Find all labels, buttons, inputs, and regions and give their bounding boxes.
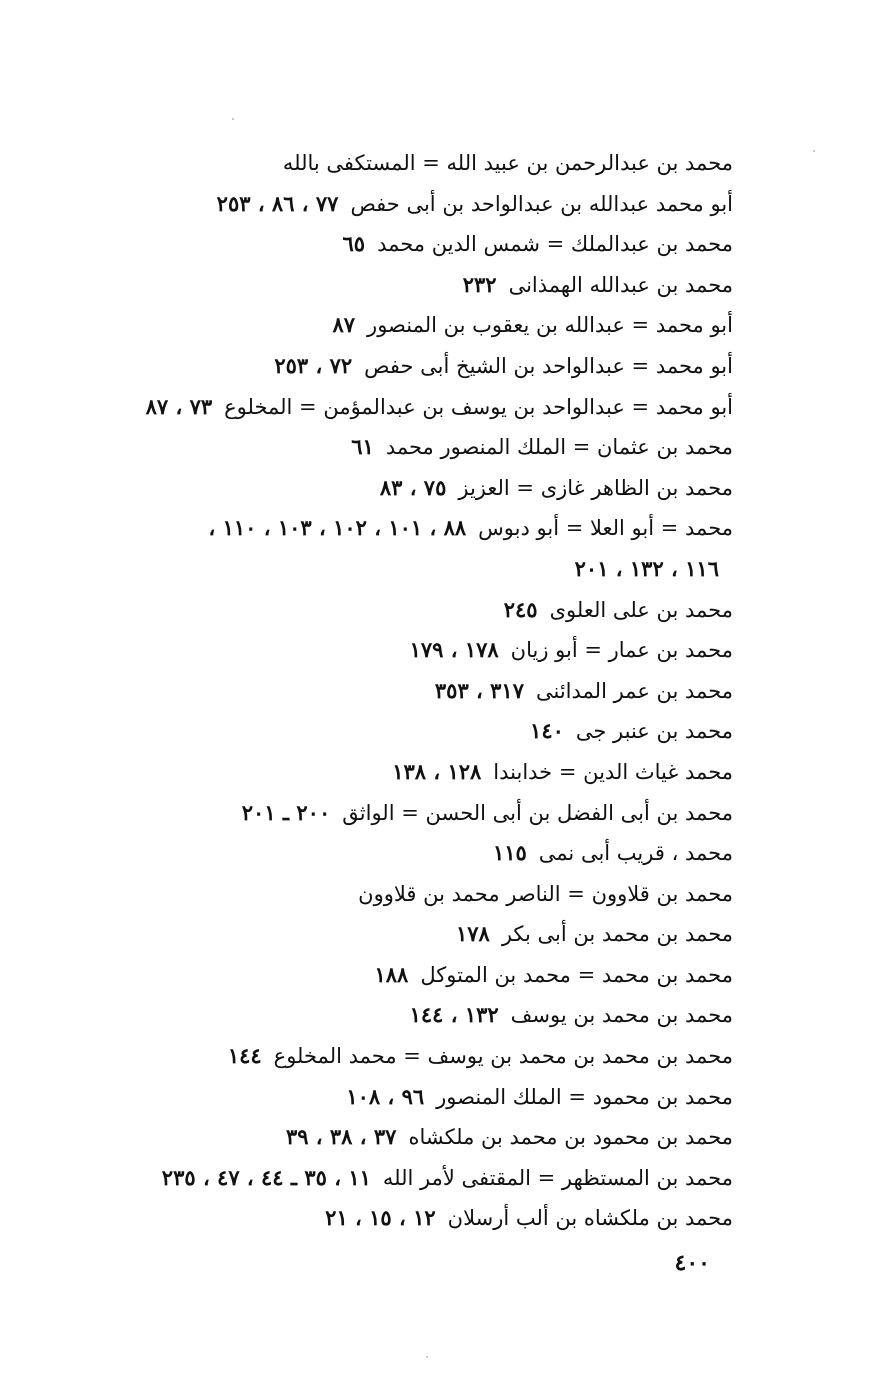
entry-pages: ١٢٨ ، ١٣٨ [392,758,482,784]
index-entry [83,305,733,346]
index-entry [83,549,733,590]
entry-name: محمد غياث الدين = خدابندا [493,759,733,784]
entry-pages: ٧٧ ، ٨٦ ، ٢٥٣ [216,190,339,216]
entry-pages: ٧٥ ، ٨٣ [379,474,447,500]
index-entry [83,833,733,874]
entry-name: محمد بن ملكشاه بن ألب أرسلان [447,1206,733,1231]
index-entry [83,1077,733,1118]
entry-name: محمد = أبو العلا = أبو دبوس [478,516,733,541]
paper-speck [426,1356,428,1358]
entry-name: أبو محمد عبدالله بن عبدالواحد بن أبى حفص [350,191,733,216]
entry-pages: ٨٨ ، ١٠١ ، ١٠٢ ، ١٠٣ ، ١١٠ ، [208,515,467,541]
index-entry [83,630,733,671]
index-entry [83,468,733,509]
index-entry [83,427,733,468]
index-entry [83,914,733,955]
entry-name: محمد بن عبدالله الهمذانى [508,272,733,297]
entry-pages: ٦٥ [342,231,366,257]
entry-name: محمد بن محمد = محمد بن المتوكل [420,962,733,987]
entry-name: محمد بن محمود = الملك المنصور [436,1084,733,1109]
index-entry [83,508,733,549]
index-entry [83,995,733,1036]
entry-pages: ٩٦ ، ١٠٨ [346,1083,425,1109]
entry-name: محمد بن عثمان = الملك المنصور محمد [385,435,733,460]
entry-pages: ٢٠٠ ـ ٢٠١ [241,799,331,825]
entry-pages: ٨٧ [332,312,356,338]
index-entry [83,184,733,225]
index-entry [83,1198,733,1239]
index-entry [83,711,733,752]
index-entry [83,955,733,996]
entry-pages: ٢٤٥ [503,596,538,622]
entry-name: محمد بن عبدالرحمن بن عبيد الله = المستكفى بالله [282,151,733,175]
entry-name: محمد بن عمر المدائنى [536,678,733,703]
entry-name: محمد بن محمود بن محمد بن ملكشاه [408,1125,733,1150]
entry-pages: ٧٣ ، ٨٧ [145,393,213,419]
entry-name: محمد بن محمد بن أبى بكر [501,922,733,947]
index-entry [83,752,733,793]
entry-pages: ٢٣٢ [462,271,497,297]
entry-pages: ١١٦ ، ١٣٢ ، ٢٠١ [574,555,719,581]
index-entry [83,874,733,915]
index-entry [83,1158,733,1199]
entry-pages: ١٧٨ ، ١٧٩ [409,637,499,663]
entry-name: محمد بن عنبر جى [575,719,733,744]
entry-name: محمد ، قريب أبى نمى [538,841,733,866]
index-entry [83,1117,733,1158]
index-entry [83,590,733,631]
entry-name: محمد بن محمد بن محمد بن يوسف = محمد المخلوع [273,1044,733,1069]
paper-speck [232,118,234,120]
index-entry [83,1036,733,1077]
index-entry [83,387,733,428]
entry-pages: ١٣٢ ، ١٤٤ [409,1002,499,1028]
entry-pages: ١٤٠ [530,718,564,744]
page-number: ٤٠٠ [674,1250,710,1276]
entry-pages: ١١٥ [492,840,527,866]
index-entry [83,224,733,265]
entry-name: محمد بن على العلوى [549,597,733,622]
entry-pages: ١٢ ، ١٥ ، ٢١ [325,1205,436,1231]
entry-pages: ٣١٧ ، ٣٥٣ [434,677,524,703]
entry-name: محمد بن أبى الفضل بن أبى الحسن = الواثق [342,800,733,825]
index-entry [83,793,733,834]
index-entry [83,265,733,306]
paper-speck [813,150,815,152]
entry-pages: ١١ ، ٣٥ ـ ٤٤ ، ٤٧ ، ٢٣٥ [161,1164,371,1190]
index-entries [83,143,733,1239]
entry-pages: ٣٧ ، ٣٨ ، ٣٩ [285,1124,397,1150]
entry-name: محمد بن الظاهر غازى = العزيز [458,475,733,500]
entry-pages: ١٤٤ [227,1043,262,1069]
entry-name: محمد بن عمار = أبو زيان [510,638,733,663]
entry-name: أبو محمد = عبدالله بن يعقوب بن المنصور [367,313,733,338]
index-entry [83,143,733,184]
entry-name: محمد بن المستظهر = المقتفى لأمر الله [382,1165,733,1190]
entry-name: محمد بن عبدالملك = شمس الدين محمد [377,232,733,257]
index-entry [83,346,733,387]
entry-name: أبو محمد = عبدالواحد بن الشيخ أبى حفص [364,353,733,378]
entry-pages: ٧٢ ، ٢٥٣ [274,352,353,378]
entry-name: أبو محمد = عبدالواحد بن يوسف بن عبدالمؤمن = المخلوع [224,394,733,419]
index-entry [83,671,733,712]
entry-pages: ١٧٨ [455,921,490,947]
entry-name: محمد بن محمد بن يوسف [510,1003,733,1028]
entry-pages: ١٨٨ [374,961,409,987]
entry-name: محمد بن قلاوون = الناصر محمد بن قلاوون [358,881,733,906]
entry-pages: ٦١ [351,434,374,460]
